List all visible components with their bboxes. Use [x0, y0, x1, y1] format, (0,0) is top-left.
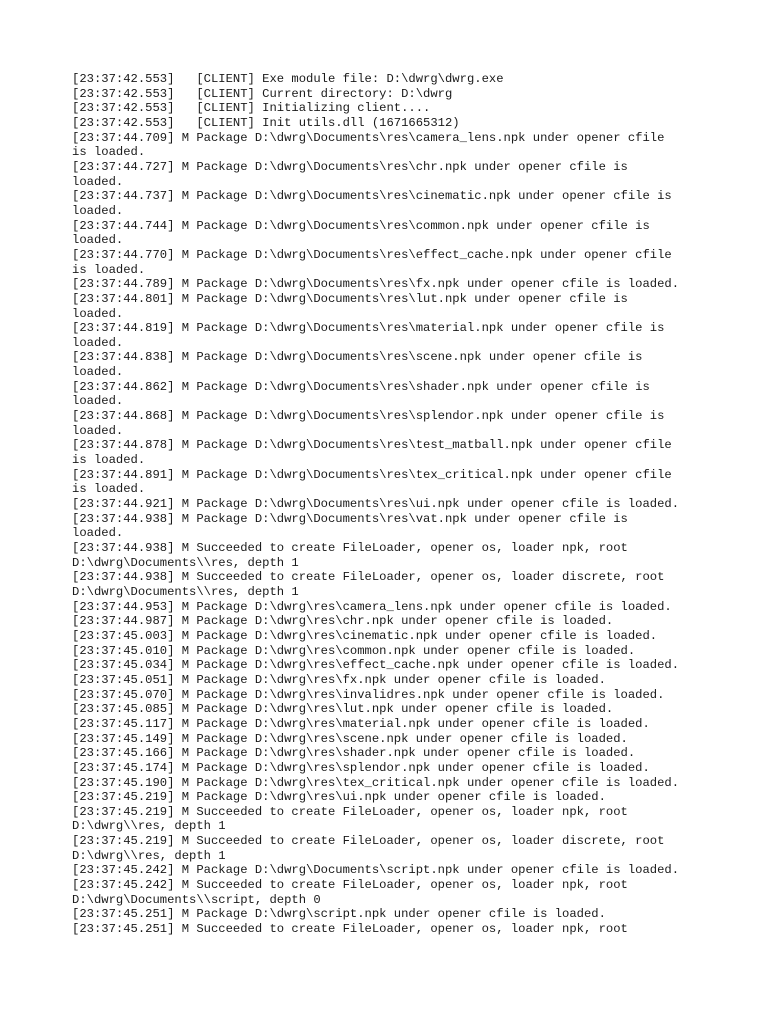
log-line: is loaded.	[72, 453, 146, 468]
log-line: loaded.	[72, 335, 124, 350]
log-line: [23:37:44.921] M Package D:\dwrg\Documents\res\ui.npk under opener cfile is loaded.	[72, 497, 680, 512]
log-line: [23:37:44.878] M Package D:\dwrg\Documents\res\test_matball.npk under opener cfile	[72, 438, 672, 453]
log-line: [23:37:45.219] M Succeeded to create FileLoader, opener os, loader discrete, root	[72, 834, 665, 849]
log-line: [23:37:44.938] M Package D:\dwrg\Documents\res\vat.npk under opener cfile is	[72, 511, 628, 526]
log-line: [23:37:42.553] [CLIENT] Current directory: D:\dwrg	[72, 86, 453, 101]
log-line: [23:37:44.938] M Succeeded to create FileLoader, opener os, loader discrete, root	[72, 570, 665, 585]
log-line: is loaded.	[72, 482, 146, 497]
log-line: [23:37:45.219] M Succeeded to create FileLoader, opener os, loader npk, root	[72, 804, 628, 819]
log-line: [23:37:44.891] M Package D:\dwrg\Documents\res\tex_critical.npk under opener cfile	[72, 467, 672, 482]
log-document	[72, 72, 712, 937]
log-line: [23:37:45.190] M Package D:\dwrg\res\tex_critical.npk under opener cfile is loaded.	[72, 775, 680, 790]
log-line: D:\dwrg\Documents\\res, depth 1	[72, 555, 299, 570]
log-line: loaded.	[72, 174, 124, 189]
log-line: is loaded.	[72, 262, 146, 277]
log-line: [23:37:45.174] M Package D:\dwrg\res\splendor.npk under opener cfile is loaded.	[72, 760, 650, 775]
log-line: loaded.	[72, 394, 124, 409]
log-line: [23:37:45.051] M Package D:\dwrg\res\fx.npk under opener cfile is loaded.	[72, 672, 606, 687]
log-line: [23:37:45.085] M Package D:\dwrg\res\lut.npk under opener cfile is loaded.	[72, 702, 614, 717]
log-line: [23:37:42.553] [CLIENT] Init utils.dll (1671665312)	[72, 115, 460, 130]
log-line: [23:37:45.242] M Succeeded to create FileLoader, opener os, loader npk, root	[72, 878, 628, 893]
log-line: [23:37:45.149] M Package D:\dwrg\res\scene.npk under opener cfile is loaded.	[72, 731, 628, 746]
log-line: loaded.	[72, 365, 124, 380]
log-line: [23:37:44.727] M Package D:\dwrg\Documents\res\chr.npk under opener cfile is	[72, 159, 628, 174]
log-line: [23:37:45.251] M Package D:\dwrg\script.npk under opener cfile is loaded.	[72, 907, 606, 922]
log-line: [23:37:44.819] M Package D:\dwrg\Documents\res\material.npk under opener cfile is	[72, 321, 665, 336]
log-line: loaded.	[72, 203, 124, 218]
log-line: [23:37:42.553] [CLIENT] Initializing client....	[72, 101, 431, 116]
log-line: [23:37:44.862] M Package D:\dwrg\Documents\res\shader.npk under opener cfile is	[72, 379, 650, 394]
log-line: [23:37:44.953] M Package D:\dwrg\res\camera_lens.npk under opener cfile is loaded.	[72, 599, 672, 614]
log-line: [23:37:45.251] M Succeeded to create FileLoader, opener os, loader npk, root	[72, 922, 628, 937]
log-line: D:\dwrg\Documents\\script, depth 0	[72, 892, 321, 907]
log-line: [23:37:45.219] M Package D:\dwrg\res\ui.npk under opener cfile is loaded.	[72, 790, 606, 805]
log-line: loaded.	[72, 423, 124, 438]
log-line: [23:37:42.553] [CLIENT] Exe module file: D:\dwrg\dwrg.exe	[72, 72, 504, 86]
log-line: [23:37:45.034] M Package D:\dwrg\res\effect_cache.npk under opener cfile is loaded.	[72, 658, 680, 673]
log-line: loaded.	[72, 306, 124, 321]
log-line: [23:37:44.868] M Package D:\dwrg\Documents\res\splendor.npk under opener cfile is	[72, 409, 665, 424]
log-line: [23:37:44.744] M Package D:\dwrg\Documents\res\common.npk under opener cfile is	[72, 218, 650, 233]
log-line: is loaded.	[72, 145, 146, 160]
log-line: [23:37:44.938] M Succeeded to create FileLoader, opener os, loader npk, root	[72, 541, 628, 555]
log-line: loaded.	[72, 233, 124, 248]
log-line: [23:37:45.070] M Package D:\dwrg\res\invalidres.npk under opener cfile is loaded.	[72, 687, 665, 702]
log-line: [23:37:45.166] M Package D:\dwrg\res\shader.npk under opener cfile is loaded.	[72, 746, 636, 761]
log-line: loaded.	[72, 526, 124, 541]
log-line: [23:37:44.838] M Package D:\dwrg\Documents\res\scene.npk under opener cfile is	[72, 350, 643, 365]
log-line: [23:37:44.789] M Package D:\dwrg\Documents\res\fx.npk under opener cfile is loaded.	[72, 277, 680, 292]
log-line: D:\dwrg\Documents\\res, depth 1	[72, 584, 299, 599]
log-line: [23:37:44.987] M Package D:\dwrg\res\chr.npk under opener cfile is loaded.	[72, 614, 614, 629]
log-line: D:\dwrg\\res, depth 1	[72, 848, 226, 863]
log-lines	[72, 72, 712, 937]
log-line: [23:37:45.003] M Package D:\dwrg\res\cinematic.npk under opener cfile is loaded.	[72, 628, 658, 643]
log-line: [23:37:45.117] M Package D:\dwrg\res\material.npk under opener cfile is loaded.	[72, 716, 650, 731]
log-line: D:\dwrg\\res, depth 1	[72, 819, 226, 834]
log-line: [23:37:44.709] M Package D:\dwrg\Documents\res\camera_lens.npk under opener cfile	[72, 130, 665, 145]
log-line: [23:37:44.801] M Package D:\dwrg\Documents\res\lut.npk under opener cfile is	[72, 291, 628, 306]
log-line: [23:37:45.010] M Package D:\dwrg\res\common.npk under opener cfile is loaded.	[72, 643, 636, 658]
log-line: [23:37:44.737] M Package D:\dwrg\Documents\res\cinematic.npk under opener cfile is	[72, 189, 672, 204]
log-line: [23:37:45.242] M Package D:\dwrg\Documents\script.npk under opener cfile is loaded.	[72, 863, 680, 878]
log-line: [23:37:44.770] M Package D:\dwrg\Documents\res\effect_cache.npk under opener cfile	[72, 247, 672, 262]
